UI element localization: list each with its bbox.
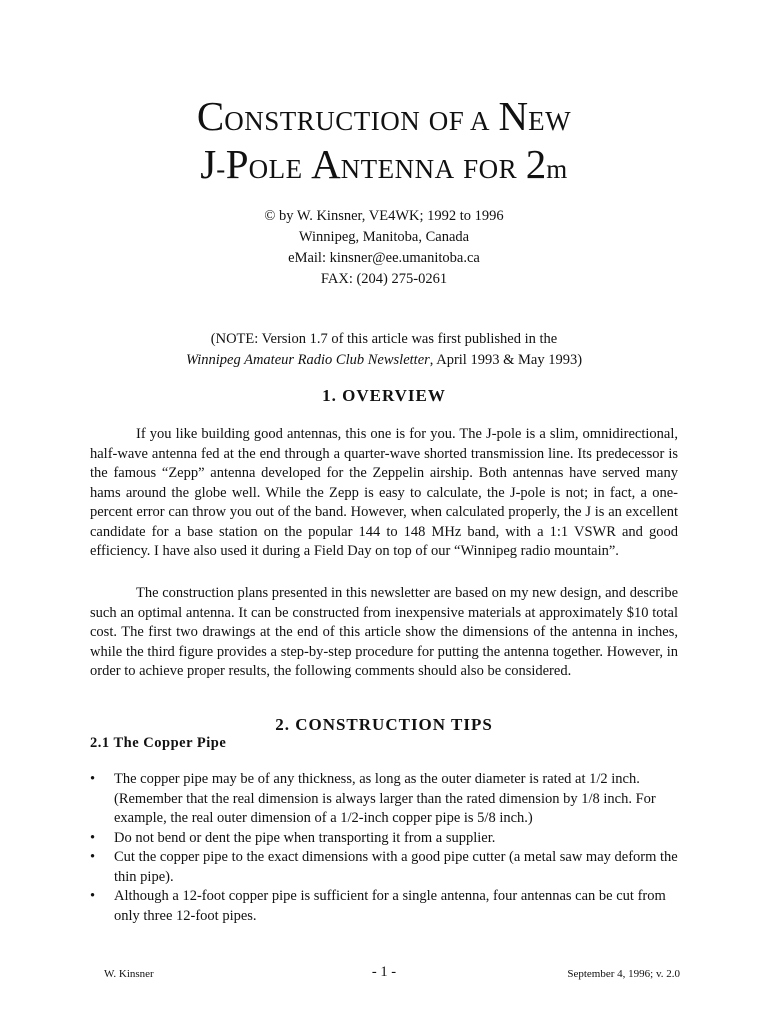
- list-item: • Although a 12-foot copper pipe is sufficient for a single antenna, four antennas can be cut from only three 12-foot pipes.: [90, 888, 666, 924]
- section-heading-construction-tips: 2. CONSTRUCTION TIPS: [275, 715, 493, 734]
- subsection-heading-copper-pipe: 2.1 The Copper Pipe: [90, 735, 227, 751]
- newsletter-name: Winnipeg Amateur Radio Club Newsletter: [185, 352, 430, 368]
- list-item: • Cut the copper pipe to the exact dimensions with a good pipe cutter (a metal saw may deform the thin pipe).: [90, 849, 678, 885]
- author-location: Winnipeg, Manitoba, Canada: [298, 229, 470, 245]
- author-email: eMail: kinsner@ee.umanitoba.ca: [288, 250, 480, 266]
- title-line-2: J-POLE ANTENNA FOR 2m: [200, 141, 568, 187]
- title-line-1: CONSTRUCTION OF A NEW: [196, 93, 572, 139]
- publication-note-line-2: [0, 350, 768, 371]
- bullet-icon: •: [90, 771, 96, 787]
- footer-author: W. Kinsner: [104, 968, 154, 980]
- section-heading-overview: 1. OVERVIEW: [322, 386, 446, 405]
- bullet-icon: •: [90, 888, 96, 904]
- footer-page-number: - 1 -: [371, 964, 397, 980]
- list-item: • The copper pipe may be of any thickness, as long as the outer diameter is rated at 1/2 inch. (Remember that the real dimension is always larger than the rated dimension by 1/8 inch. For example, the real outer dimension of a 1/2-inch copper pipe is 5/8 inch.): [90, 771, 656, 826]
- copper-pipe-tips-list: [90, 770, 680, 926]
- bullet-icon: •: [90, 849, 96, 865]
- author-fax: FAX: (204) 275-0261: [320, 271, 448, 287]
- overview-paragraph-2: The construction plans presented in this newsletter are based on my new design, and describe such an optimal antenna. It can be constructed from inexpensive materials at approximately $10 total cost. The first two drawings at the end of this article show the dimensions of the antenna in inches, while the third figure provides a step-by-step procedure for putting the antenna together. However, in order to achieve proper results, the following comments should also be considered.: [90, 585, 678, 679]
- bullet-icon: •: [90, 829, 96, 846]
- footer-date-version: September 4, 1996; v. 2.0: [567, 968, 680, 980]
- author-byline: © by W. Kinsner, VE4WK; 1992 to 1996: [264, 208, 504, 224]
- overview-paragraph-1: If you like building good antennas, this one is for you. The J-pole is a slim, omnidirectional, half-wave antenna fed at the end through a quarter-wave shorted transmission line. Its predecessor is the famous “Zepp” antenna developed for the Zeppelin airship. Both antennas have served many hams around the globe well. While the Zepp is easy to calculate, the J-pole is not; in fact, a one-percent error can throw you out of the band. However, when calculated properly, the J is an excellent candidate for a base station on the popular 144 to 148 MHz band, with a 1:1 VSWR and good efficiency. I have also used it during a Field Day on top of our “Winnipeg radio mountain”.: [90, 426, 678, 559]
- publication-dates: , April 1993 & May 1993): [429, 352, 583, 368]
- list-item: • Do not bend or dent the pipe when transporting it from a supplier.: [90, 829, 680, 849]
- publication-note-line-1: (NOTE: Version 1.7 of this article was first published in the: [210, 331, 558, 347]
